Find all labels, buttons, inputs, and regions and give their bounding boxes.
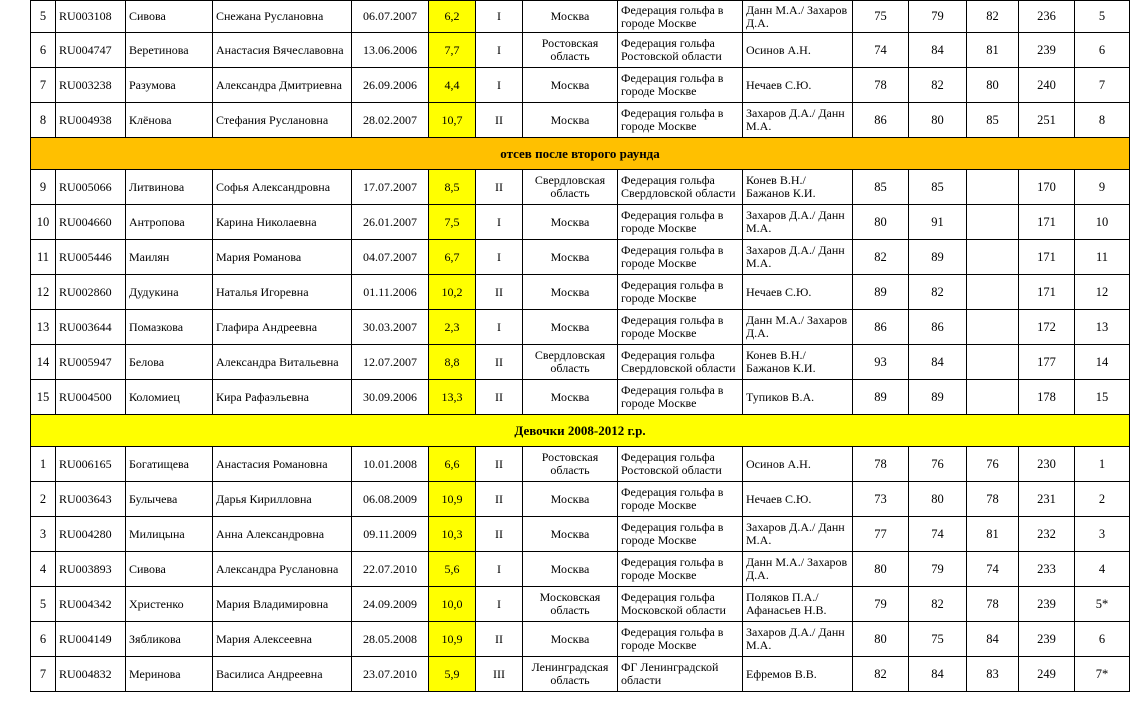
handicap: 6,2 [429, 1, 476, 33]
row-number: 6 [31, 33, 56, 68]
coach: Захаров Д.А./ Данн М.А. [743, 205, 853, 240]
row-number: 8 [31, 103, 56, 138]
last-name: Разумова [126, 68, 213, 103]
table-row [31, 345, 1130, 380]
player-id: RU003108 [56, 1, 126, 33]
round-1-score: 86 [853, 310, 909, 345]
category: II [476, 275, 523, 310]
coach: Тупиков В.А. [743, 380, 853, 415]
coach: Ефремов В.В. [743, 657, 853, 692]
player-id: RU005446 [56, 240, 126, 275]
final-place: 8 [1075, 103, 1130, 138]
handicap: 10,9 [429, 482, 476, 517]
handicap: 5,9 [429, 657, 476, 692]
last-name: Меринова [126, 657, 213, 692]
round-3-score [967, 380, 1019, 415]
final-place: 13 [1075, 310, 1130, 345]
results-table-body [31, 1, 1130, 692]
player-id: RU004280 [56, 517, 126, 552]
row-number: 5 [31, 1, 56, 33]
row-number: 7 [31, 68, 56, 103]
total-score: 233 [1019, 552, 1075, 587]
category: I [476, 587, 523, 622]
last-name: Дудукина [126, 275, 213, 310]
row-number: 15 [31, 380, 56, 415]
coach: Нечаев С.Ю. [743, 68, 853, 103]
row-number: 6 [31, 622, 56, 657]
region: Москва [523, 240, 618, 275]
region: Свердловская область [523, 170, 618, 205]
row-number: 5 [31, 587, 56, 622]
first-name: Александра Витальевна [213, 345, 352, 380]
handicap: 13,3 [429, 380, 476, 415]
category: I [476, 33, 523, 68]
total-score: 239 [1019, 587, 1075, 622]
round-2-score: 76 [909, 447, 967, 482]
final-place: 2 [1075, 482, 1130, 517]
table-row [31, 170, 1130, 205]
section-banner [31, 138, 1130, 170]
round-1-score: 93 [853, 345, 909, 380]
coach: Осинов А.Н. [743, 33, 853, 68]
total-score: 240 [1019, 68, 1075, 103]
round-2-score: 89 [909, 380, 967, 415]
last-name: Веретинова [126, 33, 213, 68]
round-2-score: 82 [909, 68, 967, 103]
final-place: 6 [1075, 33, 1130, 68]
round-2-score: 82 [909, 587, 967, 622]
first-name: Снежана Руслановна [213, 1, 352, 33]
birth-date: 30.03.2007 [352, 310, 429, 345]
round-1-score: 89 [853, 380, 909, 415]
final-place: 7 [1075, 68, 1130, 103]
player-id: RU004938 [56, 103, 126, 138]
last-name: Маилян [126, 240, 213, 275]
round-2-score: 79 [909, 1, 967, 33]
round-2-score: 86 [909, 310, 967, 345]
federation: Федерация гольфа Ростовской области [618, 447, 743, 482]
region: Москва [523, 275, 618, 310]
round-3-score: 82 [967, 1, 1019, 33]
player-id: RU003893 [56, 552, 126, 587]
total-score: 177 [1019, 345, 1075, 380]
round-1-score: 77 [853, 517, 909, 552]
final-place: 14 [1075, 345, 1130, 380]
handicap: 10,7 [429, 103, 476, 138]
final-place: 12 [1075, 275, 1130, 310]
player-id: RU003238 [56, 68, 126, 103]
category: II [476, 103, 523, 138]
handicap: 6,7 [429, 240, 476, 275]
round-1-score: 74 [853, 33, 909, 68]
final-place: 11 [1075, 240, 1130, 275]
player-id: RU004747 [56, 33, 126, 68]
round-3-score: 74 [967, 552, 1019, 587]
round-3-score [967, 345, 1019, 380]
first-name: Дарья Кирилловна [213, 482, 352, 517]
handicap: 6,6 [429, 447, 476, 482]
birth-date: 26.09.2006 [352, 68, 429, 103]
federation: Федерация гольфа в городе Москве [618, 380, 743, 415]
round-3-score [967, 205, 1019, 240]
last-name: Христенко [126, 587, 213, 622]
last-name: Антропова [126, 205, 213, 240]
category: I [476, 552, 523, 587]
round-2-score: 84 [909, 33, 967, 68]
final-place: 5 [1075, 1, 1130, 33]
row-number: 11 [31, 240, 56, 275]
results-table [30, 0, 1130, 692]
federation: Федерация гольфа в городе Москве [618, 622, 743, 657]
handicap: 8,8 [429, 345, 476, 380]
table-row [31, 240, 1130, 275]
last-name: Литвинова [126, 170, 213, 205]
final-place: 7* [1075, 657, 1130, 692]
table-row [31, 447, 1130, 482]
round-3-score [967, 275, 1019, 310]
region: Ростовская область [523, 447, 618, 482]
first-name: Мария Алексеевна [213, 622, 352, 657]
birth-date: 12.07.2007 [352, 345, 429, 380]
federation: Федерация гольфа в городе Москве [618, 103, 743, 138]
row-number: 7 [31, 657, 56, 692]
region: Москва [523, 205, 618, 240]
region: Ростовская область [523, 33, 618, 68]
round-1-score: 80 [853, 552, 909, 587]
category: II [476, 345, 523, 380]
total-score: 171 [1019, 205, 1075, 240]
last-name: Зябликова [126, 622, 213, 657]
first-name: Василиса Андреевна [213, 657, 352, 692]
round-3-score: 81 [967, 517, 1019, 552]
federation: Федерация гольфа Свердловской области [618, 345, 743, 380]
round-1-score: 82 [853, 657, 909, 692]
row-number: 2 [31, 482, 56, 517]
birth-date: 04.07.2007 [352, 240, 429, 275]
table-row [31, 380, 1130, 415]
final-place: 3 [1075, 517, 1130, 552]
category: I [476, 68, 523, 103]
round-3-score [967, 310, 1019, 345]
player-id: RU005947 [56, 345, 126, 380]
coach: Поляков П.А./ Афанасьев Н.В. [743, 587, 853, 622]
row-number: 14 [31, 345, 56, 380]
coach: Нечаев С.Ю. [743, 275, 853, 310]
round-3-score: 85 [967, 103, 1019, 138]
round-1-score: 80 [853, 205, 909, 240]
total-score: 236 [1019, 1, 1075, 33]
coach: Данн М.А./ Захаров Д.А. [743, 1, 853, 33]
handicap: 5,6 [429, 552, 476, 587]
federation: ФГ Ленинградской области [618, 657, 743, 692]
federation: Федерация гольфа в городе Москве [618, 552, 743, 587]
player-id: RU004342 [56, 587, 126, 622]
birth-date: 28.05.2008 [352, 622, 429, 657]
player-id: RU004832 [56, 657, 126, 692]
last-name: Клёнова [126, 103, 213, 138]
section-banner [31, 415, 1130, 447]
round-2-score: 84 [909, 657, 967, 692]
birth-date: 30.09.2006 [352, 380, 429, 415]
total-score: 239 [1019, 622, 1075, 657]
round-1-score: 78 [853, 447, 909, 482]
round-2-score: 75 [909, 622, 967, 657]
total-score: 249 [1019, 657, 1075, 692]
first-name: Александра Руслановна [213, 552, 352, 587]
coach: Захаров Д.А./ Данн М.А. [743, 517, 853, 552]
round-1-score: 73 [853, 482, 909, 517]
first-name: Стефания Руслановна [213, 103, 352, 138]
row-number: 9 [31, 170, 56, 205]
coach: Захаров Д.А./ Данн М.А. [743, 103, 853, 138]
birth-date: 17.07.2007 [352, 170, 429, 205]
category: III [476, 657, 523, 692]
category: II [476, 517, 523, 552]
first-name: Мария Владимировна [213, 587, 352, 622]
federation: Федерация гольфа Свердловской области [618, 170, 743, 205]
federation: Федерация гольфа в городе Москве [618, 240, 743, 275]
round-1-score: 75 [853, 1, 909, 33]
birth-date: 24.09.2009 [352, 587, 429, 622]
table-row [31, 310, 1130, 345]
birth-date: 22.07.2010 [352, 552, 429, 587]
handicap: 7,7 [429, 33, 476, 68]
category: I [476, 240, 523, 275]
handicap: 10,2 [429, 275, 476, 310]
player-id: RU004149 [56, 622, 126, 657]
round-2-score: 91 [909, 205, 967, 240]
category: I [476, 310, 523, 345]
round-1-score: 85 [853, 170, 909, 205]
last-name: Милицына [126, 517, 213, 552]
round-2-score: 89 [909, 240, 967, 275]
round-2-score: 80 [909, 103, 967, 138]
final-place: 9 [1075, 170, 1130, 205]
category: II [476, 447, 523, 482]
row-number: 12 [31, 275, 56, 310]
table-row [31, 275, 1130, 310]
round-1-score: 86 [853, 103, 909, 138]
table-row [31, 517, 1130, 552]
birth-date: 09.11.2009 [352, 517, 429, 552]
first-name: Мария Романова [213, 240, 352, 275]
handicap: 8,5 [429, 170, 476, 205]
first-name: Наталья Игоревна [213, 275, 352, 310]
player-id: RU003643 [56, 482, 126, 517]
category: I [476, 1, 523, 33]
handicap: 7,5 [429, 205, 476, 240]
table-row [31, 482, 1130, 517]
birth-date: 23.07.2010 [352, 657, 429, 692]
coach: Захаров Д.А./ Данн М.А. [743, 240, 853, 275]
last-name: Коломиец [126, 380, 213, 415]
player-id: RU005066 [56, 170, 126, 205]
first-name: Кира Рафаэльевна [213, 380, 352, 415]
coach: Осинов А.Н. [743, 447, 853, 482]
first-name: Софья Александровна [213, 170, 352, 205]
birth-date: 06.07.2007 [352, 1, 429, 33]
section-banner-label: Девочки 2008-2012 г.р. [31, 415, 1130, 447]
birth-date: 10.01.2008 [352, 447, 429, 482]
round-2-score: 74 [909, 517, 967, 552]
total-score: 178 [1019, 380, 1075, 415]
federation: Федерация гольфа в городе Москве [618, 275, 743, 310]
round-1-score: 79 [853, 587, 909, 622]
round-3-score [967, 240, 1019, 275]
coach: Конев В.Н./ Бажанов К.И. [743, 170, 853, 205]
first-name: Анастасия Вячеславовна [213, 33, 352, 68]
region: Москва [523, 517, 618, 552]
region: Москва [523, 103, 618, 138]
handicap: 10,9 [429, 622, 476, 657]
region: Москва [523, 310, 618, 345]
round-3-score: 80 [967, 68, 1019, 103]
coach: Данн М.А./ Захаров Д.А. [743, 552, 853, 587]
player-id: RU004660 [56, 205, 126, 240]
player-id: RU006165 [56, 447, 126, 482]
handicap: 10,0 [429, 587, 476, 622]
round-3-score: 78 [967, 587, 1019, 622]
first-name: Карина Николаевна [213, 205, 352, 240]
category: II [476, 170, 523, 205]
final-place: 6 [1075, 622, 1130, 657]
category: I [476, 205, 523, 240]
federation: Федерация гольфа Ростовской области [618, 33, 743, 68]
row-number: 13 [31, 310, 56, 345]
birth-date: 01.11.2006 [352, 275, 429, 310]
table-row [31, 1, 1130, 33]
last-name: Белова [126, 345, 213, 380]
region: Москва [523, 482, 618, 517]
total-score: 232 [1019, 517, 1075, 552]
row-number: 10 [31, 205, 56, 240]
total-score: 239 [1019, 33, 1075, 68]
region: Ленинградская область [523, 657, 618, 692]
table-row [31, 68, 1130, 103]
round-2-score: 84 [909, 345, 967, 380]
last-name: Сивова [126, 1, 213, 33]
final-place: 15 [1075, 380, 1130, 415]
table-row [31, 552, 1130, 587]
final-place: 1 [1075, 447, 1130, 482]
round-3-score [967, 170, 1019, 205]
table-row [31, 622, 1130, 657]
handicap: 10,3 [429, 517, 476, 552]
category: II [476, 622, 523, 657]
round-1-score: 89 [853, 275, 909, 310]
coach: Данн М.А./ Захаров Д.А. [743, 310, 853, 345]
total-score: 170 [1019, 170, 1075, 205]
table-row [31, 103, 1130, 138]
birth-date: 06.08.2009 [352, 482, 429, 517]
region: Москва [523, 68, 618, 103]
player-id: RU003644 [56, 310, 126, 345]
round-3-score: 76 [967, 447, 1019, 482]
category: II [476, 380, 523, 415]
federation: Федерация гольфа в городе Москве [618, 517, 743, 552]
handicap: 4,4 [429, 68, 476, 103]
round-3-score: 81 [967, 33, 1019, 68]
region: Московская область [523, 587, 618, 622]
round-1-score: 78 [853, 68, 909, 103]
total-score: 230 [1019, 447, 1075, 482]
round-3-score: 78 [967, 482, 1019, 517]
region: Москва [523, 1, 618, 33]
round-3-score: 84 [967, 622, 1019, 657]
total-score: 171 [1019, 240, 1075, 275]
total-score: 172 [1019, 310, 1075, 345]
federation: Федерация гольфа в городе Москве [618, 68, 743, 103]
region: Москва [523, 552, 618, 587]
federation: Федерация гольфа в городе Москве [618, 310, 743, 345]
row-number: 4 [31, 552, 56, 587]
first-name: Глафира Андреевна [213, 310, 352, 345]
birth-date: 13.06.2006 [352, 33, 429, 68]
round-1-score: 82 [853, 240, 909, 275]
round-3-score: 83 [967, 657, 1019, 692]
birth-date: 28.02.2007 [352, 103, 429, 138]
total-score: 251 [1019, 103, 1075, 138]
birth-date: 26.01.2007 [352, 205, 429, 240]
table-row [31, 205, 1130, 240]
first-name: Анна Александровна [213, 517, 352, 552]
last-name: Сивова [126, 552, 213, 587]
last-name: Богатищева [126, 447, 213, 482]
section-banner-label: отсев после второго раунда [31, 138, 1130, 170]
row-number: 1 [31, 447, 56, 482]
first-name: Анастасия Романовна [213, 447, 352, 482]
round-1-score: 80 [853, 622, 909, 657]
region: Москва [523, 380, 618, 415]
federation: Федерация гольфа Московской области [618, 587, 743, 622]
region: Москва [523, 622, 618, 657]
coach: Нечаев С.Ю. [743, 482, 853, 517]
category: II [476, 482, 523, 517]
total-score: 171 [1019, 275, 1075, 310]
total-score: 231 [1019, 482, 1075, 517]
player-id: RU002860 [56, 275, 126, 310]
first-name: Александра Дмитриевна [213, 68, 352, 103]
round-2-score: 85 [909, 170, 967, 205]
table-row [31, 587, 1130, 622]
table-row [31, 33, 1130, 68]
row-number: 3 [31, 517, 56, 552]
last-name: Булычева [126, 482, 213, 517]
final-place: 4 [1075, 552, 1130, 587]
player-id: RU004500 [56, 380, 126, 415]
coach: Захаров Д.А./ Данн М.А. [743, 622, 853, 657]
final-place: 5* [1075, 587, 1130, 622]
federation: Федерация гольфа в городе Москве [618, 482, 743, 517]
final-place: 10 [1075, 205, 1130, 240]
round-2-score: 79 [909, 552, 967, 587]
federation: Федерация гольфа в городе Москве [618, 1, 743, 33]
coach: Конев В.Н./ Бажанов К.И. [743, 345, 853, 380]
handicap: 2,3 [429, 310, 476, 345]
table-row [31, 657, 1130, 692]
federation: Федерация гольфа в городе Москве [618, 205, 743, 240]
round-2-score: 82 [909, 275, 967, 310]
region: Свердловская область [523, 345, 618, 380]
last-name: Помазкова [126, 310, 213, 345]
round-2-score: 80 [909, 482, 967, 517]
